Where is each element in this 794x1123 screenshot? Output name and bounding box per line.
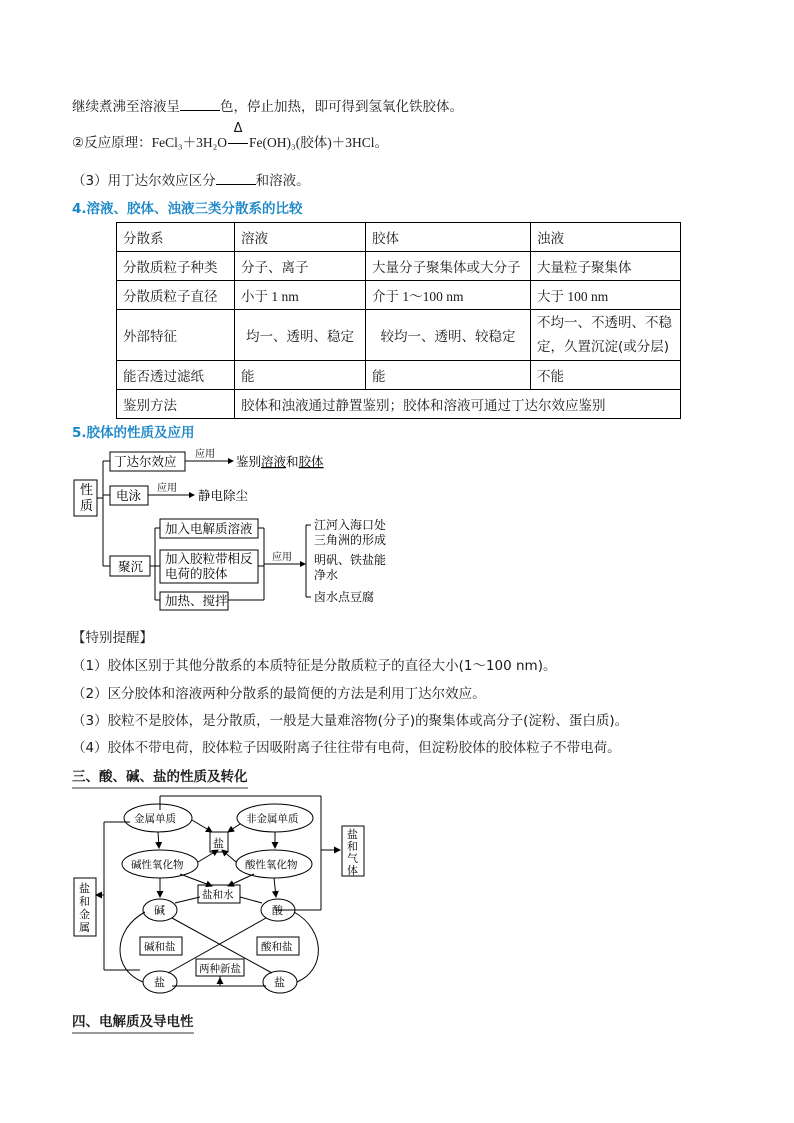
table-cell: 较均一、透明、较稳定 bbox=[366, 310, 531, 361]
table-cell: 大于 100 nm bbox=[531, 281, 681, 310]
base-label: 碱 bbox=[154, 904, 165, 917]
table-row bbox=[117, 361, 681, 390]
salt-metal-char: 金 bbox=[79, 908, 90, 921]
fill-blank[interactable] bbox=[216, 170, 256, 185]
table-cell: 分散系 bbox=[117, 223, 235, 252]
tip-item: （2）区分胶体和溶液两种分散系的最简便的方法是利用丁达尔效应。 bbox=[72, 686, 486, 702]
table-cell: 介于 1～100 nm bbox=[366, 281, 531, 310]
salt-gas-char: 和 bbox=[347, 840, 358, 853]
cell-line: 不均一、不透明、不稳 bbox=[537, 315, 672, 331]
acid-label: 酸 bbox=[272, 904, 283, 917]
intro-line-1 bbox=[72, 96, 463, 117]
base-salt-label: 碱和盐 bbox=[144, 941, 176, 953]
salt-gas-char: 体 bbox=[347, 864, 358, 877]
section-5-title: 5.胶体的性质及应用 bbox=[72, 425, 195, 441]
section-4b-title: 四、电解质及导电性 bbox=[72, 1010, 194, 1034]
coag-option-1: 加入电解质溶液 bbox=[165, 521, 253, 536]
apply-label: 应用 bbox=[195, 449, 215, 460]
coag-option-2a: 加入胶粒带相反 bbox=[165, 551, 253, 566]
intro-text: 和溶液。 bbox=[255, 173, 310, 189]
table-cell: 能 bbox=[366, 361, 531, 390]
table-cell: 大量粒子聚集体 bbox=[531, 252, 681, 281]
apply-label: 应用 bbox=[157, 483, 177, 494]
salt-top-label: 盐 bbox=[213, 837, 224, 850]
table-cell: 不能 bbox=[531, 361, 681, 390]
basic-oxide-label: 碱性氧化物 bbox=[131, 859, 184, 871]
section-4-title: 4.溶液、胶体、浊液三类分散系的比较 bbox=[72, 201, 303, 217]
salt-left-label: 盐 bbox=[154, 976, 165, 989]
table-cell: 胶体 bbox=[366, 223, 531, 252]
coag-option-3: 加热、搅拌 bbox=[165, 593, 228, 608]
acid-salt-label: 酸和盐 bbox=[261, 941, 293, 953]
intro-text: 继续煮沸至溶液呈 bbox=[72, 99, 180, 115]
table-cell: 浊液 bbox=[531, 223, 681, 252]
reaction-right: Fe(OH)₃(胶体)＋3HCl。 bbox=[249, 135, 388, 150]
use-text: 明矾、铁盐能 bbox=[314, 553, 387, 567]
root-char-1: 性 bbox=[80, 483, 94, 498]
cell-line: 定，久置沉淀(或分层) bbox=[537, 339, 670, 355]
salt-right-label: 盐 bbox=[274, 976, 285, 989]
table-cell: 溶液 bbox=[235, 223, 366, 252]
table-cell: 分散质粒子直径 bbox=[117, 281, 235, 310]
table-row bbox=[117, 310, 681, 361]
section-3-title: 三、酸、碱、盐的性质及转化 bbox=[72, 765, 248, 789]
table-cell: 均一、透明、稳定 bbox=[235, 310, 366, 361]
root-char-2: 质 bbox=[80, 499, 94, 514]
table-row bbox=[117, 252, 681, 281]
use-text: 江河入海口处 bbox=[314, 518, 387, 532]
intro-line-3 bbox=[72, 170, 310, 191]
comparison-table bbox=[116, 222, 681, 419]
apply-label: 应用 bbox=[272, 552, 292, 563]
identify-text bbox=[236, 454, 324, 469]
electro-dust-label: 静电除尘 bbox=[198, 488, 249, 503]
metal-label: 金属单质 bbox=[134, 813, 176, 825]
tip-item: （3）胶粒不是胶体，是分散质，一般是大量难溶物(分子)的聚集体或高分子(淀粉、蛋白质)。 bbox=[72, 713, 629, 729]
table-cell: 鉴别方法 bbox=[117, 390, 235, 419]
table-cell: 能否透过滤纸 bbox=[117, 361, 235, 390]
coagulation-label: 聚沉 bbox=[118, 559, 144, 574]
salt-metal-char: 属 bbox=[79, 921, 90, 934]
salt-metal-char: 盐 bbox=[79, 882, 90, 895]
identify-solution: 溶液 bbox=[261, 454, 287, 469]
reaction-condition: Δ bbox=[233, 121, 243, 136]
table-row bbox=[117, 281, 681, 310]
tyndall-label: 丁达尔效应 bbox=[114, 454, 177, 469]
table-cell bbox=[531, 310, 681, 361]
use-text: 三角洲的形成 bbox=[314, 533, 387, 547]
table-header-row bbox=[117, 223, 681, 252]
table-cell: 分散质粒子种类 bbox=[117, 252, 235, 281]
reaction-line bbox=[72, 121, 388, 153]
use-text: 净水 bbox=[314, 568, 339, 582]
acid-base-salt-diagram bbox=[0, 790, 794, 1010]
table-cell: 小于 1 nm bbox=[235, 281, 366, 310]
salt-water-label: 盐和水 bbox=[202, 889, 234, 901]
table-cell: 能 bbox=[235, 361, 366, 390]
nonmetal-label: 非金属单质 bbox=[246, 813, 299, 825]
fill-blank[interactable] bbox=[180, 96, 220, 111]
tip-item: （4）胶体不带电荷，胶体粒子因吸附离子往往带有电荷，但淀粉胶体的胶体粒子不带电荷。 bbox=[72, 740, 621, 756]
identify-and: 和 bbox=[286, 454, 299, 469]
table-cell: 外部特征 bbox=[117, 310, 235, 361]
table-row bbox=[117, 390, 681, 419]
identify-colloid: 胶体 bbox=[298, 454, 324, 469]
intro-text: （3）用丁达尔效应区分 bbox=[72, 173, 216, 189]
table-cell: 大量分子聚集体或大分子 bbox=[366, 252, 531, 281]
salt-gas-char: 气 bbox=[347, 852, 358, 865]
use-text: 卤水点豆腐 bbox=[314, 590, 375, 604]
reaction-left: FeCl₃＋3H₂O bbox=[151, 135, 228, 150]
table-cell: 胶体和浊液通过静置鉴别；胶体和溶液可通过丁达尔效应鉴别 bbox=[235, 390, 681, 419]
colloid-properties-diagram bbox=[0, 440, 794, 620]
acidic-oxide-label: 酸性氧化物 bbox=[245, 859, 298, 871]
tip-item: （1）胶体区别于其他分散系的本质特征是分散质粒子的直径大小(1～100 nm)。 bbox=[72, 658, 557, 674]
reaction-arrow bbox=[227, 121, 249, 153]
table-cell: 分子、离子 bbox=[235, 252, 366, 281]
reaction-label: ②反应原理： bbox=[72, 135, 152, 151]
electrophoresis-label: 电泳 bbox=[116, 488, 142, 503]
salt-metal-char: 和 bbox=[79, 895, 90, 908]
coag-option-2b: 电荷的胶体 bbox=[165, 566, 228, 581]
identify-prefix: 鉴别 bbox=[236, 454, 262, 469]
two-salts-label: 两种新盐 bbox=[199, 963, 241, 975]
intro-text: 色，停止加热，即可得到氢氧化铁胶体。 bbox=[220, 99, 463, 115]
tips-title: 【特别提醒】 bbox=[72, 630, 153, 646]
salt-gas-char: 盐 bbox=[347, 828, 358, 841]
